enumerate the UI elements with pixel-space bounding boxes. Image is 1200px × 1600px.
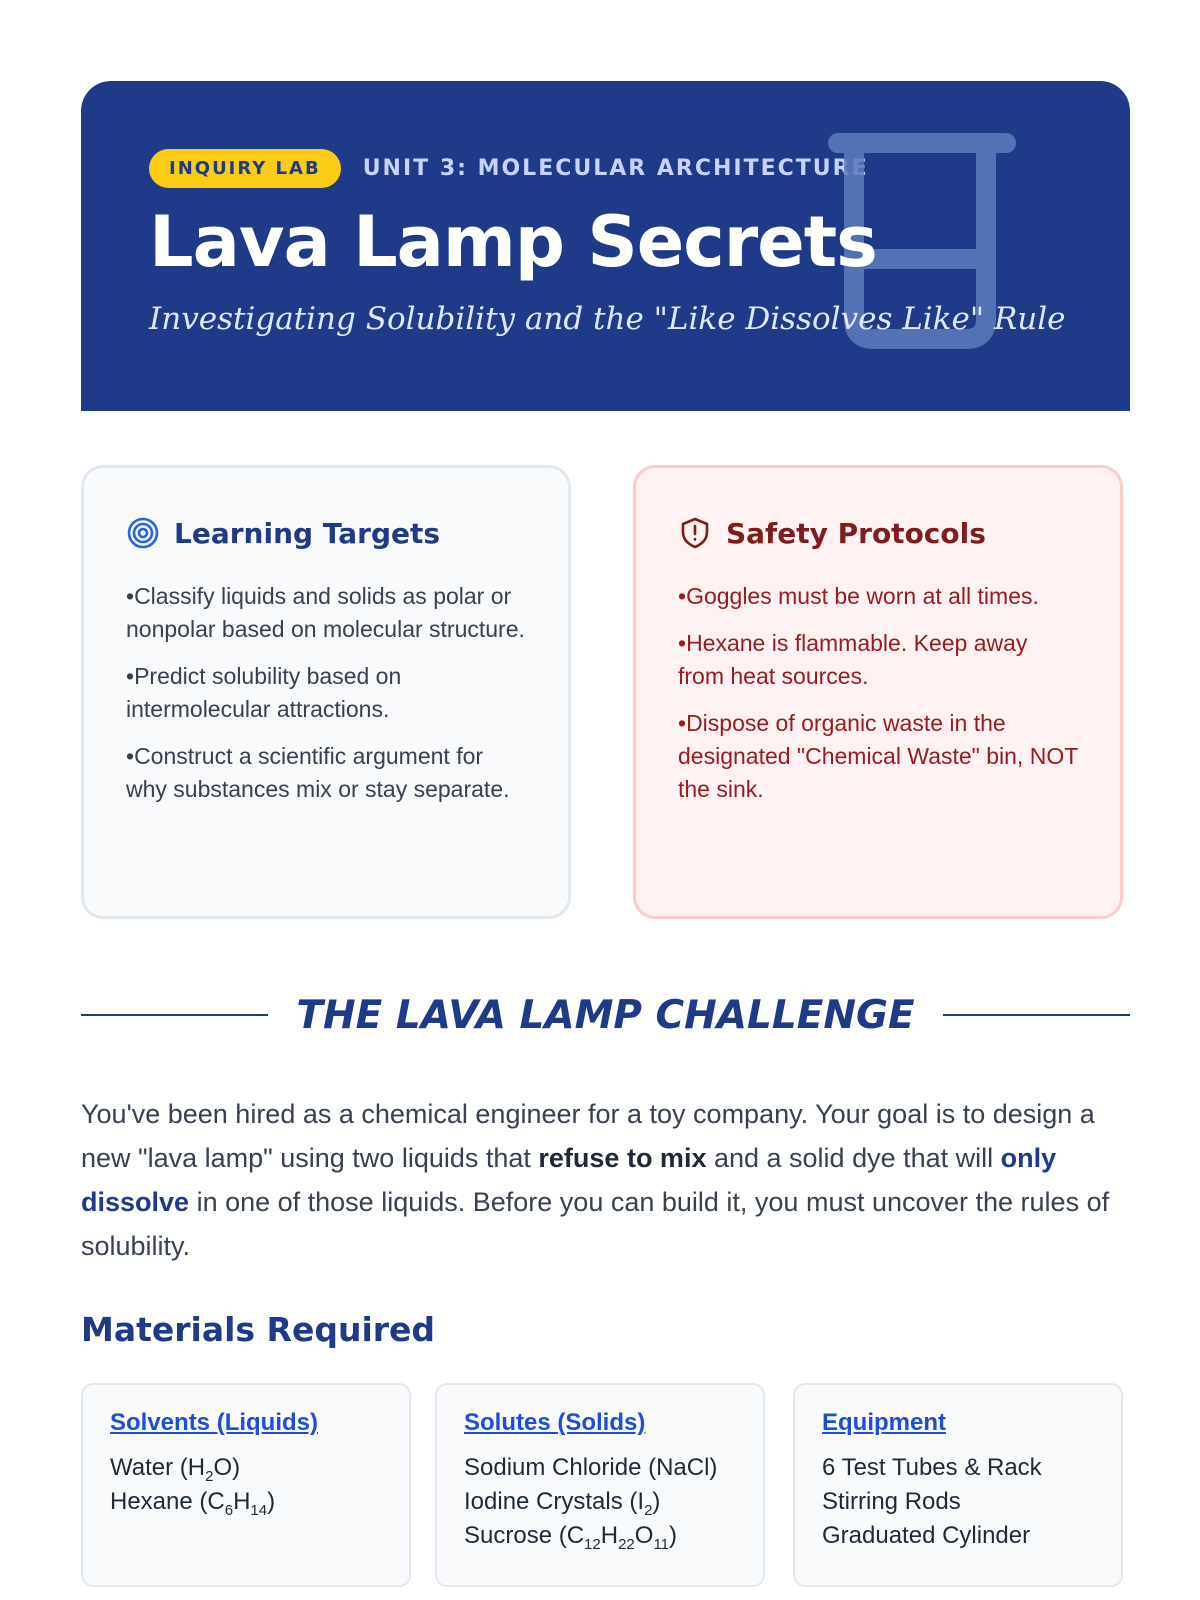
list-item: • Classify liquids and solids as polar or nonpolar based on molecular structure. xyxy=(126,580,526,646)
equipment-title: Equipment xyxy=(822,1409,946,1436)
divider-left xyxy=(81,1014,268,1016)
safety-protocols-card xyxy=(633,465,1123,919)
list-item: Sucrose $(C_{12}H_{22}O_{11})$ xyxy=(464,1522,678,1553)
list-item: • Hexane is flammable. Keep away from heat sources. xyxy=(678,627,1078,693)
solutes-title: Solutes (Solids) xyxy=(464,1409,646,1436)
hero-banner xyxy=(81,81,1130,411)
inquiry-lab-badge: INQUIRY LAB xyxy=(149,149,341,188)
intro-text: and a solid dye that will xyxy=(706,1143,1001,1173)
list-item: Water $(H_2O)$ xyxy=(110,1454,241,1485)
list-item: • Predict solubility based on intermolecular attractions. xyxy=(126,660,526,726)
learning-targets-card xyxy=(81,465,571,919)
challenge-intro xyxy=(81,1092,1141,1268)
solutes-list xyxy=(464,1451,736,1553)
safety-protocols-title: Safety Protocols xyxy=(726,516,986,550)
list-item: Iodine Crystals $(I_2)$ xyxy=(464,1488,661,1519)
list-item: • Goggles must be worn at all times. xyxy=(678,580,1078,613)
intro-highlight: only dissolve xyxy=(81,1143,1057,1217)
challenge-heading xyxy=(81,985,1130,1045)
intro-text: in one of those liquids. Before you can build it, you must uncover the rules of solubility. xyxy=(81,1187,1110,1261)
safety-list xyxy=(678,580,1078,806)
list-item: • Construct a scientific argument for why substances mix or stay separate. xyxy=(126,740,526,806)
page-subtitle: Investigating Solubility and the "Like Dissolves Like" Rule xyxy=(149,300,1066,337)
list-item: Hexane $(C_6H_{14})$ xyxy=(110,1488,276,1519)
intro-emphasis: refuse to mix xyxy=(538,1143,707,1173)
solvents-title: Solvents (Liquids) xyxy=(110,1409,319,1436)
materials-title: Materials Required xyxy=(81,1310,436,1349)
solutes-card xyxy=(435,1383,765,1587)
equipment-card xyxy=(793,1383,1123,1587)
equipment-list xyxy=(822,1451,1094,1553)
page-title: Lava Lamp Secrets xyxy=(149,201,877,283)
list-item: Sodium Chloride (NaCl) xyxy=(464,1454,718,1481)
divider-right xyxy=(943,1014,1130,1016)
target-icon xyxy=(126,516,160,550)
learning-targets-list xyxy=(126,580,526,806)
list-item: • Dispose of organic waste in the designated "Chemical Waste" bin, NOT the sink. xyxy=(678,707,1078,806)
unit-label: UNIT 3: MOLECULAR ARCHITECTURE xyxy=(362,156,869,181)
solvents-card xyxy=(81,1383,411,1587)
list-item: Stirring Rods xyxy=(822,1488,961,1515)
challenge-title: THE LAVA LAMP CHALLENGE xyxy=(296,992,915,1038)
intro-text: You've been hired as a chemical engineer for a toy company. Your goal is to design a new "lava lamp" using two liquids that xyxy=(81,1099,1095,1173)
shield-alert-icon xyxy=(678,516,712,550)
list-item: Graduated Cylinder xyxy=(822,1522,1031,1549)
solvents-list xyxy=(110,1451,382,1519)
learning-targets-title: Learning Targets xyxy=(174,516,441,550)
list-item: 6 Test Tubes & Rack xyxy=(822,1454,1042,1481)
